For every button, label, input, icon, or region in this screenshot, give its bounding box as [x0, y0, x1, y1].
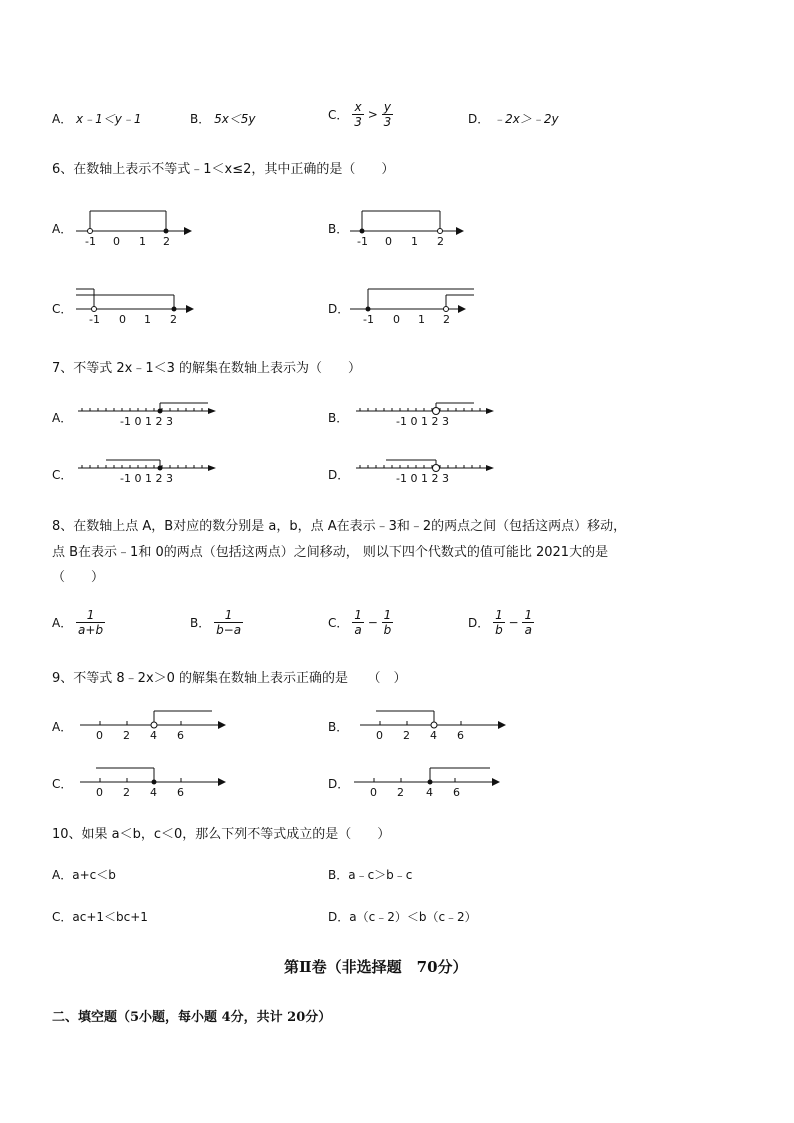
q5-option-c: C． $\frac{x}{3}$ > $\frac{y}{3}$: [328, 100, 392, 129]
q10-option-a: A．a+c＜b: [52, 868, 116, 882]
q8-option-a: A． $\frac{1}{a+b}$: [52, 608, 104, 637]
tick-6: 6: [453, 786, 460, 799]
tick-2: 2: [170, 313, 177, 326]
tick-6: 6: [177, 786, 184, 799]
q9-label-b: B．: [328, 720, 349, 734]
tick-labels: -1 0 1 2 3: [396, 472, 449, 485]
q5-option-b: B． 5x＜5y: [190, 112, 256, 126]
q9-label-d: D．: [328, 777, 350, 791]
q9-label-a: A．: [52, 720, 73, 734]
q9-number-line-b: [360, 706, 510, 742]
tick-0: 0: [370, 786, 377, 799]
tick-2: 2: [123, 729, 130, 742]
tick-1: 1: [418, 313, 425, 326]
tick-4: 4: [426, 786, 433, 799]
q6-number-line-a: [76, 205, 196, 247]
q9-number-line-d: [354, 763, 504, 799]
tick-0: 0: [376, 729, 383, 742]
tick-2: 2: [123, 786, 130, 799]
tick-0: 0: [96, 729, 103, 742]
q5-option-a: A． x﹣1＜y﹣1: [52, 112, 142, 126]
q7-number-line-b: [356, 398, 498, 430]
q9-number-line-a: [80, 706, 230, 742]
tick-labels: -1 0 1 2 3: [120, 415, 173, 428]
q7-label-b: B．: [328, 411, 349, 425]
q10-stem: 10、如果 a＜b，c＜0，那么下列不等式成立的是（ ）: [52, 827, 391, 842]
q8-option-b: B． $\frac{1}{b-a}$: [190, 608, 242, 637]
tick-neg1: -1: [85, 235, 96, 248]
tick-1: 1: [411, 235, 418, 248]
q6-number-line-d: [350, 285, 480, 327]
tick-4: 4: [150, 729, 157, 742]
tick-labels: -1 0 1 2 3: [120, 472, 173, 485]
q6-label-c: C．: [52, 302, 73, 316]
q5-option-d: D． ﹣2x＞﹣2y: [468, 112, 559, 126]
tick-2: 2: [443, 313, 450, 326]
q9-number-line-c: [80, 763, 230, 799]
q7-label-d: D．: [328, 468, 350, 482]
tick-0: 0: [113, 235, 120, 248]
tick-2: 2: [437, 235, 444, 248]
q7-number-line-a: [78, 398, 220, 430]
q8-stem-line2: 点 B在表示﹣1和 0的两点（包括这两点）之间移动， 则以下四个代数式的值可能比 2021大的是: [52, 545, 609, 560]
tick-neg1: -1: [89, 313, 100, 326]
tick-0: 0: [385, 235, 392, 248]
q7-label-c: C．: [52, 468, 73, 482]
q7-number-line-d: [356, 455, 498, 487]
tick-labels: -1 0 1 2 3: [396, 415, 449, 428]
tick-2: 2: [397, 786, 404, 799]
q8-stem-line1: 8、在数轴上点 A，B对应的数分别是 a，b，点 A在表示﹣3和﹣2的两点之间（包括这两点）移动，: [52, 519, 627, 534]
tick-4: 4: [150, 786, 157, 799]
q6-label-d: D．: [328, 302, 350, 316]
tick-0: 0: [96, 786, 103, 799]
q7-number-line-c: [78, 455, 220, 487]
tick-2: 2: [403, 729, 410, 742]
q8-option-c: C． $\frac{1}{a}$ − $\frac{1}{b}$: [328, 608, 392, 637]
tick-1: 1: [144, 313, 151, 326]
q7-label-a: A．: [52, 411, 73, 425]
tick-0: 0: [119, 313, 126, 326]
tick-2: 2: [163, 235, 170, 248]
tick-6: 6: [457, 729, 464, 742]
q10-option-b: B．a﹣c＞b﹣c: [328, 868, 413, 882]
tick-neg1: -1: [357, 235, 368, 248]
q6-label-a: A．: [52, 222, 73, 236]
section2-title: 二、填空题（5小题，每小题 4分，共计 20分）: [52, 1010, 332, 1025]
q6-number-line-b: [350, 205, 470, 247]
q6-label-b: B．: [328, 222, 349, 236]
q9-stem: 9、不等式 8﹣2x＞0 的解集在数轴上表示正确的是 （ ）: [52, 671, 407, 686]
q8-stem-line3: （ ）: [52, 570, 105, 585]
q10-option-c: C．ac+1＜bc+1: [52, 910, 148, 924]
q6-number-line-c: [76, 285, 200, 327]
tick-1: 1: [139, 235, 146, 248]
q10-option-d: D．a（c﹣2）＜b（c﹣2）: [328, 910, 477, 924]
part2-title: 第Ⅱ卷（非选择题 70分）: [284, 958, 468, 976]
q8-option-d: D． $\frac{1}{b}$ − $\frac{1}{a}$: [468, 608, 533, 637]
q6-stem: 6、在数轴上表示不等式﹣1＜x≤2，其中正确的是（ ）: [52, 162, 395, 177]
q7-stem: 7、不等式 2x﹣1＜3 的解集在数轴上表示为（ ）: [52, 361, 362, 376]
tick-neg1: -1: [363, 313, 374, 326]
q9-label-c: C．: [52, 777, 73, 791]
tick-4: 4: [430, 729, 437, 742]
tick-0: 0: [393, 313, 400, 326]
tick-6: 6: [177, 729, 184, 742]
